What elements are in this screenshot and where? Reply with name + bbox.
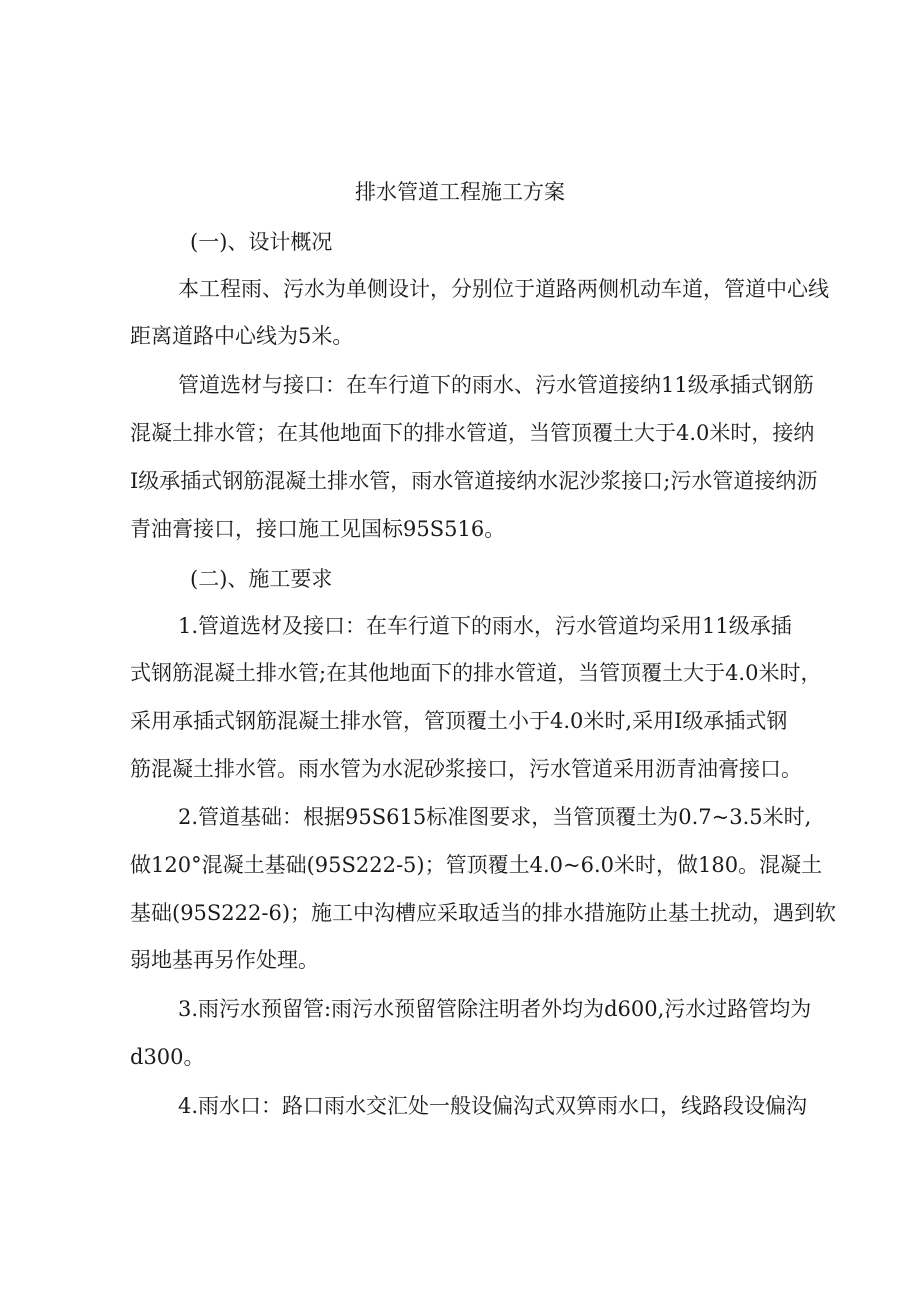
list-item-line: 采用承插式钢筋混凝土排水管，管顶覆土小于4.0米时,采用I级承插式钢 — [130, 709, 788, 733]
list-item-line: 1.管道选材及接口：在车行道下的雨水，污水管道均采用11级承插 — [178, 614, 792, 638]
paragraph-line: 青油膏接口，接口施工见国标95S516。 — [130, 517, 506, 541]
paragraph-line: 本工程雨、污水为单侧设计，分别位于道路两侧机动车道，管道中心线 — [178, 277, 829, 301]
list-item-line: 3.雨污水预留管:雨污水预留管除注明者外均为d600,污水过路管均为 — [178, 997, 812, 1021]
list-item-line: 4.雨水口：路口雨水交汇处一般设偏沟式双箅雨水口，线路段设偏沟 — [178, 1094, 808, 1118]
list-item-line: 2.管道基础：根据95S615标准图要求，当管顶覆土为0.7~3.5米时, — [178, 805, 812, 829]
list-item-line: 弱地基再另作处理。 — [130, 948, 319, 972]
section-heading-design-overview: (一)、设计概况 — [190, 230, 333, 254]
list-item-line: 基础(95S222-6)；施工中沟槽应采取适当的排水措施防止基土扰动，遇到软 — [130, 901, 837, 925]
paragraph-line: 混凝土排水管；在其他地面下的排水管道，当管顶覆土大于4.0米时，接纳 — [130, 421, 815, 445]
paragraph-line: 管道选材与接口：在车行道下的雨水、污水管道接纳11级承插式钢筋 — [178, 373, 814, 397]
paragraph-line: 距离道路中心线为5米。 — [130, 324, 354, 348]
list-item-line: 筋混凝土排水管。雨水管为水泥砂浆接口，污水管道采用沥青油膏接口。 — [130, 757, 802, 781]
section-heading-construction-requirements: (二)、施工要求 — [190, 567, 333, 591]
document-title: 排水管道工程施工方案 — [355, 180, 565, 204]
list-item-line: 式钢筋混凝土排水管;在其他地面下的排水管道，当管顶覆土大于4.0米时， — [130, 661, 822, 685]
list-item-line: 做120°混凝土基础(95S222-5)；管顶覆土4.0~6.0米时，做180。混凝土 — [130, 853, 823, 877]
list-item-line: d300。 — [130, 1045, 205, 1069]
paragraph-line: I级承插式钢筋混凝土排水管，雨水管道接纳水泥沙浆接口;污水管道接纳沥 — [130, 469, 818, 493]
